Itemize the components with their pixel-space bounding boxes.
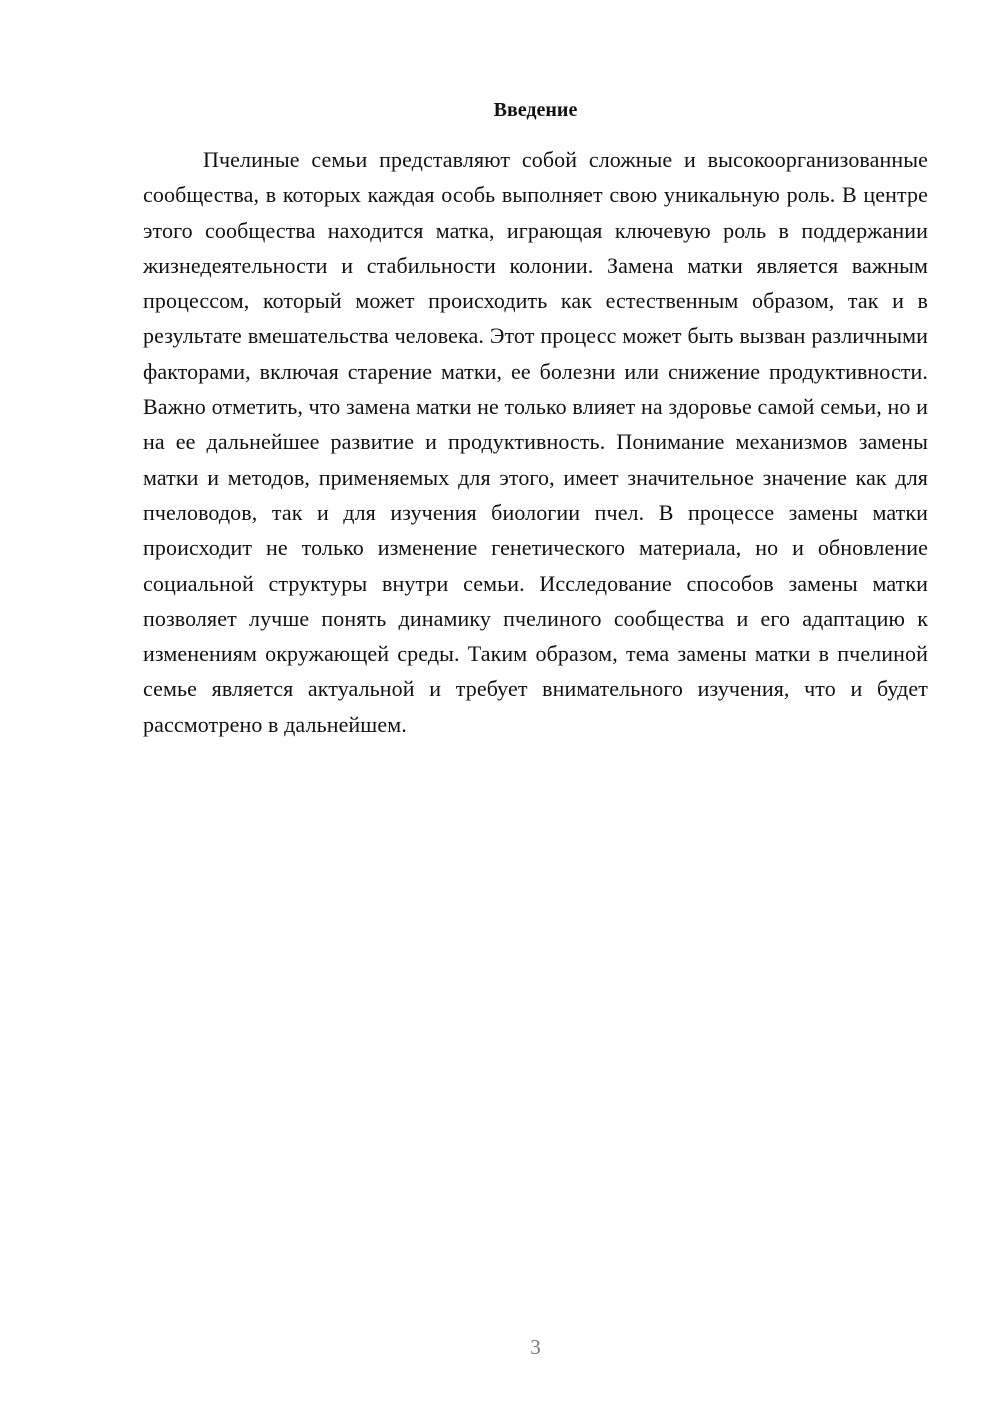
body-paragraph: Пчелиные семьи представляют собой сложные и высокоорганизованные сообщества, в которых каждая особь выполняет свою уникальную роль. В центре этого сообщества находится матка, играющая ключевую роль в поддержании жизнедеятельности и стабильности колонии. Замена матки является важным процессом, который может происходить как естественным образом, так и в результате вмешательства человека. Этот процесс может быть вызван различными факторами, включая старение матки, ее болезни или снижение продуктивности. Важно отметить, что замена матки не только влияет на здоровье самой семьи, но и на ее дальнейшее развитие и продуктивность. Понимание механизмов замены матки и методов, применяемых для этого, имеет значительное значение как для пчеловодов, так и для изучения биологии пчел. В процессе замены матки происходит не только изменение генетического материала, но и обновление социальной структуры внутри семьи. Исследование способов замены матки позволяет лучше понять динамику пчелиного сообщества и его адаптацию к изменениям окружающей среды. Таким образом, тема замены матки в пчелиной семье является актуальной и требует внимательного изучения, что и будет рассмотрено в дальнейшем.: [143, 147, 928, 737]
section-heading: Введение: [493, 99, 578, 121]
page-number: 3: [530, 1335, 541, 1359]
